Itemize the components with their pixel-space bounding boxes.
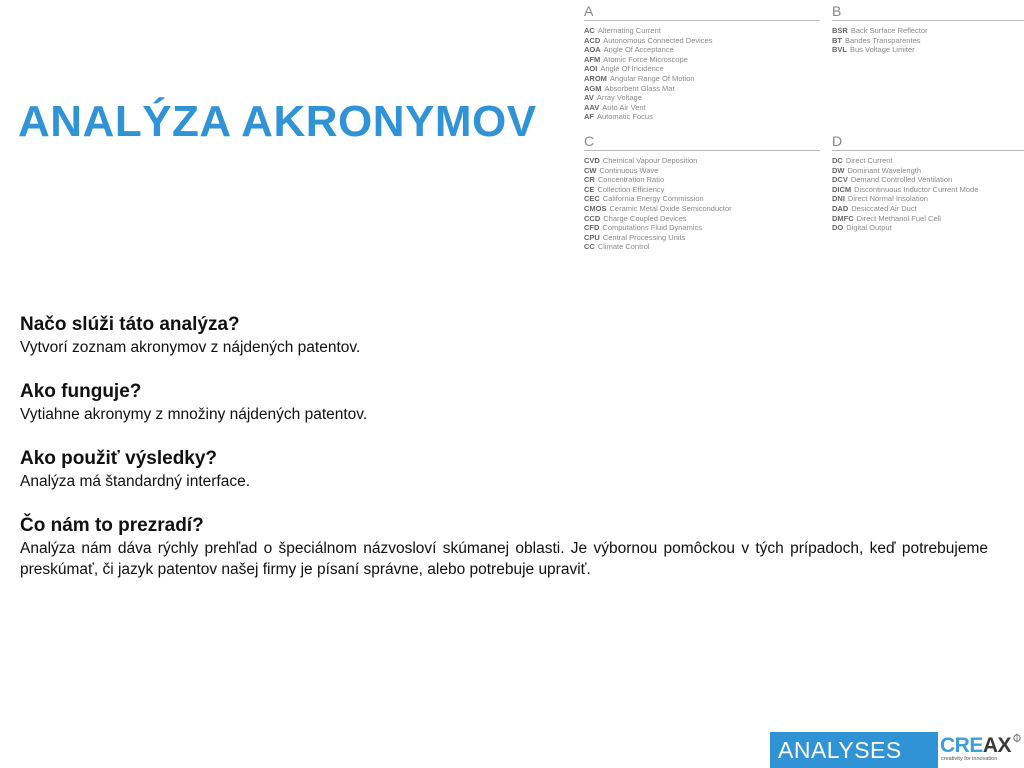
section-how-to-use — [20, 447, 988, 492]
acronym-row — [584, 223, 820, 233]
acronym-row — [584, 233, 820, 243]
acronym-row — [584, 55, 820, 65]
acronym-code: CC — [584, 242, 595, 252]
acronym-code: BT — [832, 35, 842, 45]
acronym-column-b — [832, 4, 1024, 55]
acronym-expansion: Back Surface Reflector — [850, 26, 928, 35]
acronym-expansion: Bandes Transparentes — [845, 35, 921, 45]
acronym-column-c — [584, 134, 820, 252]
acronym-expansion: Automatic Focus — [597, 112, 653, 122]
acronym-row — [832, 214, 1024, 224]
acronym-row — [584, 74, 820, 84]
acronym-column-letter: B — [832, 3, 842, 19]
acronym-row — [832, 26, 1024, 36]
acronym-code: CMOS — [584, 203, 607, 213]
acronym-expansion: Desiccated Air Duct — [851, 203, 917, 213]
acronym-row — [584, 194, 820, 204]
acronym-code: DC — [832, 156, 843, 165]
acronym-expansion: California Energy Commission — [602, 194, 704, 204]
acronym-row — [584, 36, 820, 46]
acronym-row — [832, 156, 1024, 166]
acronym-expansion: Demand Controlled Ventilation — [850, 175, 953, 185]
acronym-code: CR — [584, 175, 595, 185]
acronym-expansion: Direct Current — [845, 156, 893, 165]
acronym-code: DAD — [832, 203, 849, 213]
acronym-row — [584, 45, 820, 55]
acronym-code: DICM — [832, 184, 852, 194]
acronym-code: AOA — [584, 45, 601, 55]
acronym-code: DCV — [832, 175, 848, 185]
acronym-code: AF — [584, 112, 594, 122]
acronym-code: AV — [584, 93, 594, 103]
acronym-expansion: Concentration Ratio — [597, 175, 665, 185]
creax-logo — [938, 732, 1024, 768]
acronym-expansion: Alternating Current — [597, 26, 661, 35]
section-heading: Načo slúži táto analýza? — [20, 314, 240, 335]
acronym-row — [832, 36, 1024, 46]
acronym-row — [584, 204, 820, 214]
acronym-row — [584, 156, 820, 166]
section-purpose — [20, 313, 988, 358]
acronym-row — [584, 64, 820, 74]
acronym-code: AGM — [584, 83, 602, 93]
acronym-code: CEC — [584, 194, 600, 204]
acronym-code: CW — [584, 165, 597, 175]
acronym-expansion: Central Processing Units — [602, 232, 686, 242]
acronym-expansion: Charge Coupled Devices — [603, 213, 687, 223]
acronym-list-image — [584, 4, 1024, 254]
acronym-column-letter: A — [584, 3, 594, 19]
acronym-expansion: Atomic Force Microscope — [603, 54, 688, 64]
acronym-code: DO — [832, 223, 844, 233]
analyses-label: ANALYSES — [770, 732, 938, 768]
acronym-code: AROM — [584, 73, 607, 83]
acronym-expansion: Angular Range Of Motion — [609, 73, 695, 83]
logo-tagline: creativity for innovation — [941, 756, 998, 762]
acronym-code: CVD — [584, 156, 600, 165]
acronym-code: BVL — [832, 45, 847, 55]
acronym-expansion: Direct Methanol Fuel Cell — [856, 213, 941, 223]
footer-banner — [770, 732, 1024, 768]
acronym-code: DW — [832, 165, 845, 175]
acronym-code: CPU — [584, 232, 600, 242]
page-title: ANALÝZA AKRONYMOV — [18, 97, 537, 146]
acronym-code: ACD — [584, 35, 601, 45]
section-body: Vytiahne akronymy z množiny nájdených patentov. — [20, 406, 368, 423]
content-area — [20, 313, 988, 602]
acronym-row — [584, 214, 820, 224]
acronym-row — [832, 194, 1024, 204]
acronym-row — [832, 185, 1024, 195]
acronym-row — [832, 175, 1024, 185]
acronym-expansion: Dominant Wavelength — [847, 165, 922, 175]
acronym-column-a — [584, 4, 820, 122]
section-heading: Ako funguje? — [20, 381, 142, 402]
acronym-expansion: Bus Voltage Limiter — [850, 45, 915, 55]
acronym-row — [584, 166, 820, 176]
acronym-expansion: Chemical Vapour Deposition — [602, 156, 698, 165]
acronym-row — [832, 223, 1024, 233]
acronym-code: DMFC — [832, 213, 854, 223]
divider — [584, 20, 820, 21]
acronym-column-letter: C — [584, 133, 595, 149]
acronym-row — [584, 112, 820, 122]
logo-wordmark-ax: AX — [982, 734, 1012, 757]
acronym-row — [832, 166, 1024, 176]
acronym-expansion: Digital Output — [846, 223, 892, 233]
divider — [584, 150, 820, 151]
section-heading: Ako použiť výsledky? — [20, 448, 218, 469]
acronym-expansion: Array Voltage — [596, 93, 642, 103]
acronym-row — [584, 175, 820, 185]
acronym-code: CE — [584, 184, 595, 194]
logo-wordmark — [940, 734, 1011, 758]
acronym-row — [584, 26, 820, 36]
logo-wordmark-cre: CRE — [940, 734, 983, 757]
divider — [832, 150, 1024, 151]
acronym-code: AOI — [584, 64, 598, 74]
acronym-row — [584, 242, 820, 252]
acronym-row — [584, 185, 820, 195]
acronym-expansion: Computations Fluid Dynamics — [602, 223, 703, 233]
acronym-code: CFD — [584, 223, 600, 233]
acronym-expansion: Continuous Wave — [599, 165, 659, 175]
section-body: Vytvorí zoznam akronymov z nájdených patentov. — [20, 339, 361, 356]
acronym-code: BSR — [832, 26, 848, 35]
acronym-row — [832, 204, 1024, 214]
section-body: Analýza má štandardný interface. — [20, 473, 251, 490]
acronym-code: AFM — [584, 54, 601, 64]
acronym-code: AAV — [584, 102, 600, 112]
acronym-expansion: Collection Efficiency — [597, 184, 665, 194]
acronym-expansion: Angle Of Incidence — [600, 64, 664, 74]
section-what-it-reveals — [20, 514, 988, 580]
acronym-row — [832, 45, 1024, 55]
acronym-code: AC — [584, 26, 595, 35]
acronym-expansion: Angle Of Acceptance — [603, 45, 674, 55]
acronym-code: CCD — [584, 213, 601, 223]
divider — [832, 20, 1024, 21]
acronym-expansion: Absorbent Glass Mat — [604, 83, 675, 93]
acronym-expansion: Auto Air Vent — [602, 102, 646, 112]
acronym-expansion: Direct Normal Insolation — [847, 194, 928, 204]
acronym-row — [584, 93, 820, 103]
section-body: Analýza nám dáva rýchly prehľad o špeciálnom názvosloví skúmanej oblasti. Je výbornou pomôckou v tých prípadoch, keď potrebujeme preskúmať, či jazyk patentov našej firmy je písaní správne, alebo potrebuje upraviť. — [20, 540, 988, 578]
section-heading: Čo nám to prezradí? — [20, 515, 204, 536]
acronym-expansion: Climate Control — [597, 242, 650, 252]
acronym-expansion: Discontinuous Inductor Current Mode — [854, 184, 979, 194]
acronym-expansion: Ceramic Metal Oxide Semiconductor — [609, 203, 732, 213]
acronym-row — [584, 103, 820, 113]
acronym-expansion: Autonomous Connected Devices — [603, 35, 713, 45]
acronym-row — [584, 84, 820, 94]
section-how-it-works — [20, 380, 988, 425]
acronym-code: DNI — [832, 194, 845, 204]
acronym-column-letter: D — [832, 133, 843, 149]
acronym-column-d — [832, 134, 1024, 233]
logo-mark-icon — [1012, 733, 1022, 743]
